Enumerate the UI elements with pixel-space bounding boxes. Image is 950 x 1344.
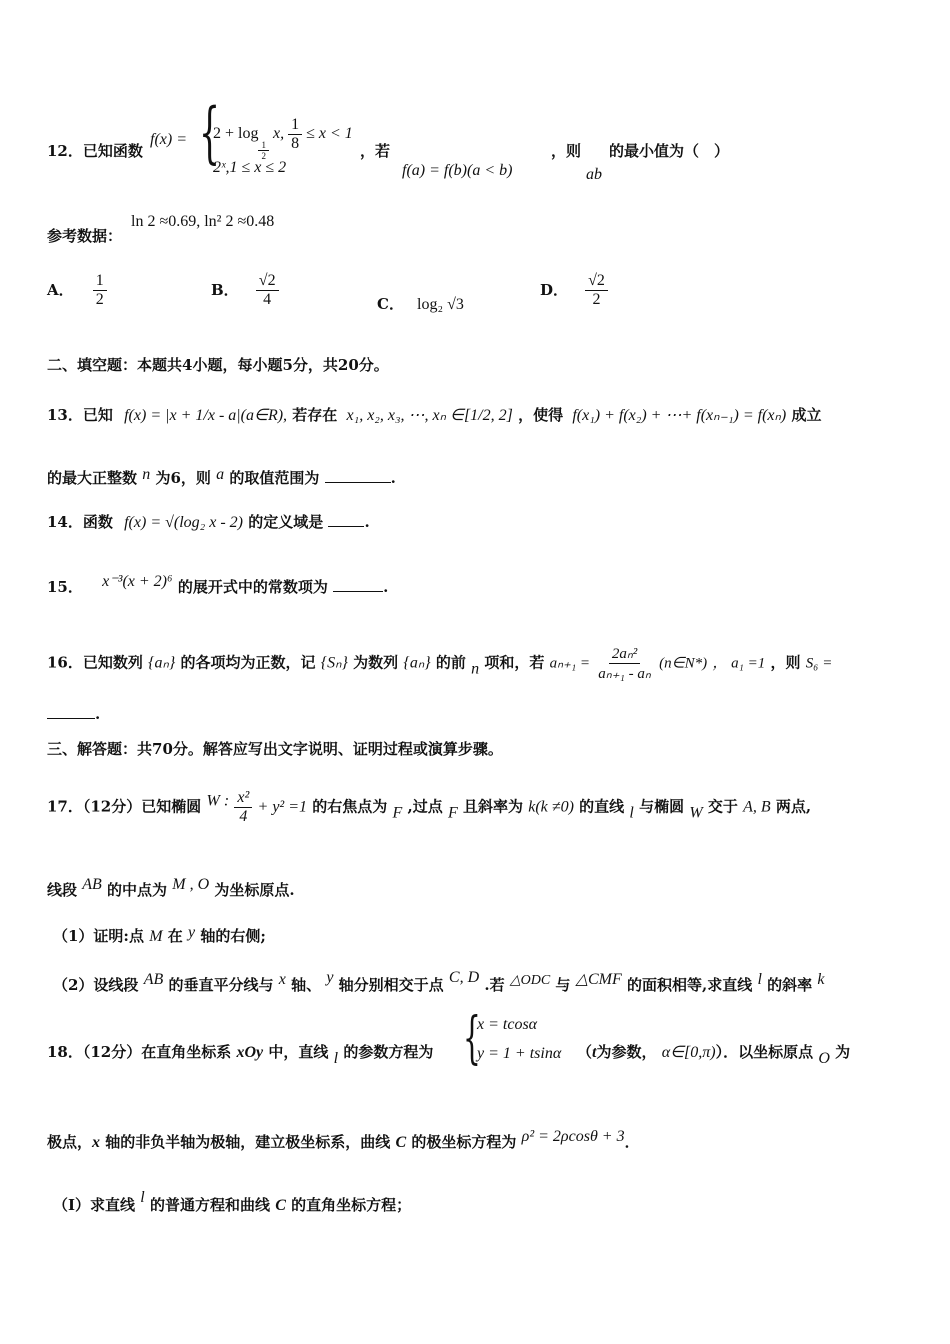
q17-line2-c: 为坐标原点.: [214, 881, 295, 899]
q17-x: x: [278, 971, 286, 988]
q16-t5: ，则: [770, 653, 801, 672]
q18-line2-a: 极点，: [47, 1133, 93, 1151]
q12-ruo: ，若: [360, 142, 391, 160]
q12-case2: 2ˣ,1 ≤ x ≤ 2: [213, 159, 287, 176]
q16-S6: S₆ =: [805, 655, 833, 672]
ref-value: ln 2 ≈0.69, ln² 2 ≈0.48: [131, 213, 275, 230]
q16-rec-den: aₙ₊₁ - aₙ: [598, 666, 651, 682]
q17-F2: F: [447, 804, 458, 822]
q18-eq1: x = tcosα: [477, 1016, 538, 1033]
q18-t5: ）．以坐标原点: [715, 1043, 814, 1061]
q12-cond: f(a) = f(b)(a < b): [402, 162, 513, 179]
q17-ell-num: x²: [234, 789, 252, 808]
q18-alpha: α∈[0,π): [661, 1044, 716, 1061]
q12-frac-num: 1: [288, 116, 302, 135]
q13-func: f(x) = |x + 1/x - a|(a∈R),: [124, 407, 288, 424]
q18-t4: 为参数，: [596, 1043, 657, 1061]
option-d-num: √2: [585, 272, 608, 291]
q17-AB: A, B: [743, 798, 771, 816]
q16-line2: .: [47, 704, 100, 723]
section2-heading: 二、填空题：本题共4小题，每小题5分，共20分。: [47, 356, 389, 374]
q16-rec-lhs: aₙ₊₁ =: [549, 655, 591, 672]
q18-p1-c: 的直角坐标方程；: [291, 1196, 412, 1214]
q12-base-den: 2: [261, 151, 266, 162]
q17-AB3: AB: [143, 971, 164, 988]
option-c-label: C．: [377, 295, 404, 313]
q18-t: t: [592, 1044, 597, 1061]
option-c-value: log₂ √3: [417, 296, 464, 313]
option-d: [540, 272, 608, 309]
q16: [47, 644, 832, 683]
q17-p2-b: 的垂直平分线与: [168, 976, 274, 994]
q18-C2: C: [275, 1197, 286, 1214]
q13-line2-b: 为6，则: [155, 469, 211, 487]
q13-line2: 的最大正整数 n 为6，则 a 的取值范围为 .: [47, 466, 396, 487]
q12-case1-a: 2 + log: [213, 125, 259, 143]
q17-MO: M , O: [172, 876, 210, 893]
q18-t2: 的参数方程为: [343, 1043, 434, 1061]
q18-x: x: [92, 1134, 101, 1151]
q16-rec-num: 2aₙ²: [609, 644, 640, 664]
q16-prefix: 16．已知数列: [47, 653, 143, 672]
q17-p2-e: .若: [484, 976, 505, 994]
q18-p1-a: （I）求直线: [53, 1196, 136, 1214]
q18-C: C: [395, 1134, 407, 1151]
q17-ellipse: W :: [206, 792, 230, 810]
q17-t2: ,过点: [407, 797, 443, 816]
q13-vars: x₁, x₂, x₃, ⋯, xₙ ∈[1/2, 2]: [346, 407, 513, 424]
option-b-den: 4: [263, 291, 272, 308]
q16-an: {aₙ}: [148, 654, 176, 672]
q17-part1: [53, 924, 266, 946]
q14-prefix: 14．函数: [47, 513, 113, 531]
option-a-den: 2: [95, 291, 104, 308]
q18-line2-b: 轴的非负半轴为极轴，建立极坐标系，曲线: [105, 1133, 391, 1151]
q18-prefix: 18．（12分）在直角坐标系: [47, 1043, 232, 1061]
q18-O: O: [818, 1050, 830, 1067]
q13-answer-blank: [325, 468, 391, 483]
q17-p1-b: 在: [167, 927, 183, 945]
q18-line2-d: ．: [624, 1133, 640, 1151]
q17-ell-den: 4: [239, 808, 248, 825]
q16-rec-cond: (n∈N*): [659, 655, 708, 672]
q18-part1: [53, 1189, 411, 1215]
q18-t6: 为: [835, 1043, 851, 1061]
q17-line2-a: 线段: [47, 881, 78, 899]
q12-suffix: 的最小值为（ ）: [609, 142, 730, 160]
q17-F: F: [392, 804, 403, 822]
q17-ODC: △ODC: [509, 973, 551, 988]
q12-case1: [213, 116, 353, 161]
ref-label: 参考数据：: [47, 227, 123, 245]
q16-n: n: [471, 660, 480, 678]
q12-ab: ab: [586, 166, 602, 183]
option-a-label: A．: [47, 281, 74, 299]
q13-shide: ，使得: [518, 406, 564, 424]
q18-xOy: xOy: [236, 1044, 264, 1061]
q18-line1-tail: [577, 1041, 850, 1068]
q17-W: W: [689, 804, 703, 822]
q18-t3: （: [577, 1043, 593, 1061]
q13-prefix: 13．已知: [47, 406, 113, 424]
q17-AB2: AB: [82, 876, 102, 893]
q13-line1: [47, 404, 821, 425]
q17-t6: 交于: [707, 797, 738, 816]
q12-frac-den: 8: [291, 135, 300, 152]
q18-brace: {: [463, 1006, 481, 1071]
q16-t4: 项和，若: [484, 653, 545, 672]
q18-eq2: y = 1 + tsinα: [477, 1045, 562, 1062]
option-d-den: 2: [592, 291, 601, 308]
q16-answer-blank: [47, 704, 95, 719]
q17-p2-g: 的面积相等,求直线: [626, 976, 753, 994]
q13-n: n: [142, 466, 151, 483]
q17-M: M: [149, 928, 163, 945]
q18-line1: [47, 1041, 433, 1068]
q18-line2-c: 的极坐标方程为: [411, 1133, 517, 1151]
q13-mid: 若存在: [292, 406, 338, 424]
q14-answer-blank: [328, 512, 364, 527]
q16-t3: 的前: [435, 653, 466, 672]
q13-a: a: [216, 466, 225, 483]
q17-y: y: [188, 924, 196, 941]
q16-t2: 为数列: [353, 653, 399, 672]
q16-an2: {aₙ}: [403, 654, 431, 672]
q18-l2: l: [140, 1189, 145, 1206]
q13-line2-a: 的最大正整数: [47, 469, 138, 487]
q12-brace: {: [199, 94, 220, 171]
q18-line2: [47, 1128, 640, 1152]
q16-a1: ， a₁ =1: [712, 655, 766, 672]
q17-y2: y: [326, 969, 334, 986]
q12-base-num: 1: [258, 140, 269, 151]
q13-eq: f(x₁) + f(x₂) + ⋯+ f(xₙ₋₁) = f(xₙ): [572, 407, 787, 424]
option-d-label: D．: [540, 281, 569, 299]
q17-p2-c: 轴、: [291, 976, 322, 994]
q17-l: l: [629, 804, 634, 822]
option-b: [211, 272, 279, 309]
q16-Sn: {Sₙ}: [320, 654, 348, 672]
option-a-num: 1: [93, 272, 107, 291]
q17-p2-d: 轴分别相交于点: [338, 976, 444, 994]
q17-CD: C, D: [448, 969, 480, 986]
option-c: [377, 293, 464, 314]
q18-l: l: [333, 1050, 339, 1067]
q18-p1-b: 的普通方程和曲线: [149, 1196, 270, 1214]
q17-p2-a: （2）设线段: [53, 976, 139, 994]
q17-t3: 且斜率为: [463, 797, 524, 816]
q14-func: f(x) = √(log₂ x - 2): [124, 514, 243, 531]
option-b-num: √2: [256, 272, 279, 291]
q17-p2-h: 的斜率: [767, 976, 813, 994]
section3-heading: 三、解答题：共70分。解答应写出文字说明、证明过程或演算步骤。: [47, 740, 503, 758]
q17-line1: [47, 789, 811, 826]
q17-t7: 两点,: [775, 797, 812, 816]
q17-k: k(k ≠0): [528, 798, 574, 816]
q16-t1: 的各项均为正数，记: [180, 653, 316, 672]
q17-CMF: △CMF: [575, 971, 622, 988]
q17-p1-c: 轴的右侧;: [200, 927, 266, 945]
q18-polar: ρ² = 2ρcosθ + 3: [521, 1128, 625, 1145]
q14-suffix: 的定义域是: [248, 513, 324, 531]
q12-prefix: 12．已知函数: [47, 142, 143, 160]
q17-ell-rest: + y² =1: [257, 798, 308, 816]
q17-t4: 的直线: [579, 797, 625, 816]
q17-l2: l: [757, 971, 762, 988]
q18-t1: 中，直线: [268, 1043, 329, 1061]
q12: [47, 140, 143, 161]
q17-prefix: 17．（12分）已知椭圆: [47, 797, 202, 816]
q13-suffix: 成立: [791, 406, 822, 424]
q12-case1-rest: x,: [268, 125, 285, 143]
q17-p1-a: （1）证明:点: [53, 927, 144, 945]
q17-line2: [47, 876, 295, 900]
q15-prefix: 15．: [47, 578, 83, 596]
q15-suffix: 的展开式中的常数项为: [177, 578, 328, 596]
q12-ze: ，则: [551, 142, 582, 160]
q15: 15． x⁻³(x + 2)⁶ 的展开式中的常数项为 .: [47, 573, 389, 596]
q13-line2-c: 的取值范围为: [229, 469, 320, 487]
q15-expr: x⁻³(x + 2)⁶: [102, 573, 173, 590]
q17-t5: 与椭圆: [639, 797, 685, 816]
option-b-label: B．: [211, 281, 239, 299]
q17-p2-f: 与: [555, 976, 571, 994]
q14: 14．函数 f(x) = √(log₂ x - 2) 的定义域是 .: [47, 513, 370, 531]
q12-func: f(x) =: [150, 131, 187, 148]
option-a: [47, 272, 107, 309]
q17-kk: k: [817, 971, 825, 988]
q17-part2: [53, 969, 824, 995]
q17-line2-b: 的中点为: [107, 881, 168, 899]
q15-answer-blank: [333, 577, 383, 592]
q17-t1: 的右焦点为: [312, 797, 388, 816]
q12-case1-cond: ≤ x < 1: [306, 125, 353, 143]
